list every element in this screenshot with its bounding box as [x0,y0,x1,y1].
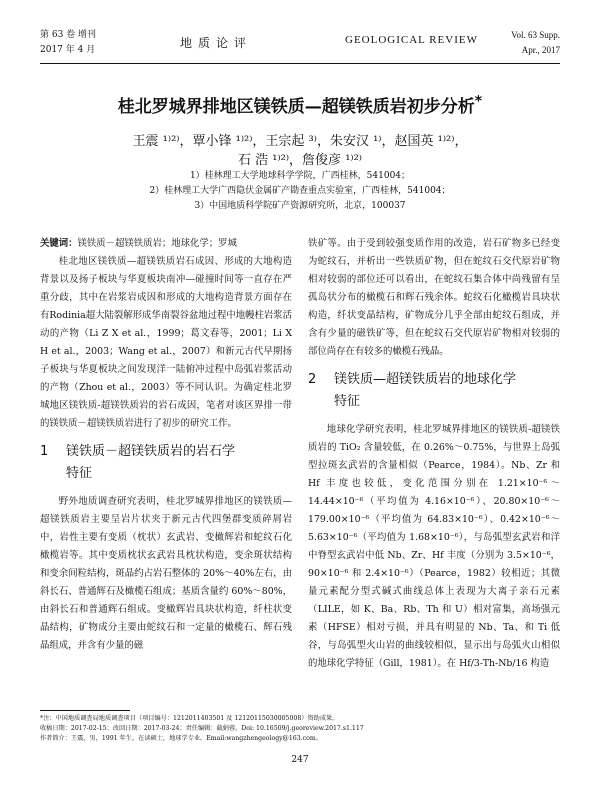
article-title [0,92,600,117]
footnote-rule [40,710,130,711]
volume-en: Vol. 63 Supp. [511,30,560,40]
section-title: 镁铁质－超镁铁质岩的岩石学 [66,444,236,459]
left-column [40,235,292,655]
footnote-dates: 收稿日期：2017-02-15；改回日期：2017-03-24；责任编辑：截娟蓉。Doi: 10.16509/j.georeview.2017.s1.117 [40,725,364,732]
section-title-cont: 特征 [66,466,93,481]
right-column [308,235,560,673]
header-rule [40,63,560,64]
keywords-text: 镁铁质－超镁铁质岩；地球化学；罗城 [77,238,237,249]
title-footnote-mark: * [474,93,483,110]
section-title: 镁铁质—超镁铁质岩的地球化学 [334,372,517,387]
section-2-paragraph: 地球化学研究表明，桂北罗城界排地区的镁铁质-超镁铁质岩的 TiO₂ 含量较低，在 0.26%～0.75%，与世界上岛弧型拉斑玄武岩的含量相似（Pearce，1984）。Nb、Zr 和 Hf 丰度也较低，变化范围分别在 1.21×10⁻⁶～14.44×10⁻⁶（平均值为 4.16×10⁻⁶）、20.80×10⁻⁶～179.00×10⁻⁶（平均值为 64.83×10⁻⁶）、0.42×10⁻⁶～5.63×10⁻⁶（平均值为 1.68×10⁻⁶），与岛弧型玄武岩和洋中脊型玄武岩中低 Nb、Zr、Hf 丰度（分别为 3.5×10⁻⁶，90×10⁻⁶ 和 2.4×10⁻⁶）（Pearce，1982）较相近；其微量元素配分型式碱式曲线总体上表现为大离子亲石元素（LILE，如 K、Ba、Rb、Th 和 U）相对富集，高场强元素（HFSE）相对亏损，并具有明显的 Nb、Ta、和 Ti 低谷，与岛弧型火山岩的曲线较相似，显示出与岛弧火山相似的地球化学特征（Gill，1981）。在 Hf/3-Th-Nb/16 构造 [308,424,560,669]
authors-line-1: 王震 ¹⁾²⁾，覃小锋 ¹⁾²⁾，王宗起 ³⁾，朱安汉 ¹⁾，赵国英 ¹⁾²⁾， [132,134,468,149]
footnote-author: 作者简介：王震，男，1991 年生，在读硕士，地球学专业。Email:wangzhengeology@163.com。 [40,735,322,742]
section-1-heading [40,441,292,485]
continued-paragraph: 铁矿等。由于受到较强变质作用的改造，岩石矿物多已经变为蛇纹石，并析出一些铁质矿物，但在蛇纹石交代原岩矿物相对较弱的部位还可以看出，在蛇纹石集合体中尚残留有呈孤岛状分布的橄榄石和辉石残余体。蛇纹石化橄榄岩具块状构造，纤状变晶结构，矿物成分几乎全部由蛇纹石组成，并含有少量的磁铁矿等，但在蛇纹石交代原岩矿物相对较弱的部位尚存在有较多的橄榄石残晶。 [308,238,560,357]
header-right [511,28,560,58]
intro-paragraph: 桂北地区镁铁质—超镁铁质岩石成因、形成的大地构造背景以及扬子板块与华夏板块南冲—碰撞时间等一直存在严重分歧，其中在岩浆岩成因和形成的大地构造背景方面存在有Rodinia超大陆裂解形成华南裂谷盆地过程中地幔柱岩浆活动的产物（Li Z X et al.，1999；葛文春等，2001；Li X H et al.，2003；Wang et al.，2007）和新元古代早期扬子板块与华夏板块之间发现洋一陆俯冲过程中岛弧岩浆活动的产物（Zhou et al.，2003）等不同认识。为确定桂北罗城地区镁铁质-超镁铁质岩的岩石成因，笔者对该区界排一带的镁铁质－超镁铁质岩进行了初步的研究工作。 [40,256,292,429]
keywords-label: 关键词： [40,238,78,249]
authors-line-2: 石 浩 ¹⁾²⁾，詹俊彦 ¹⁾²⁾ [237,153,362,168]
section-2-heading [308,369,560,413]
journal-name-en: GEOLOGICAL REVIEW [345,34,478,46]
volume-cn: 第 63 卷 增刊 [40,30,97,40]
section-number: 2 [308,372,317,387]
affiliation: 2）桂林理工大学广西隐伏金属矿产勘查重点实验室，广西桂林，541004； [149,186,451,196]
affiliation: 1）桂林理工大学地球科学学院，广西桂林，541004； [189,171,411,181]
header-left [40,28,96,58]
date-cn: 2017 年 4 月 [40,45,96,55]
footnote-funding: *注：中国地质调查局地质调查项目（项目编号：1212011403501 及 12120115030005008）资助成果。 [40,715,339,722]
running-header [40,28,560,62]
section-title-cont: 特征 [334,394,361,409]
journal-name-cn: 地质论评 [180,36,253,50]
section-1-paragraph: 野外地质调查研究表明，桂北罗城界排地区的镁铁质—超镁铁质岩主要呈岩片状夹于新元古代四堡群变质碎屑岩中，岩性主要有变质（枕状）玄武岩、变橄辉岩和蛇纹石化橄榄岩等。其中变质枕状玄武岩具枕状构造，变余斑状结构和变余间粒结构，斑晶约占岩石整体的 20%～40%左右，由斜长石、普通辉石及橄榄石组成；基质含量约 60%～80%，由斜长石和普通辉石组成。变橄辉岩具块状构造，纤柱状变晶结构，矿物成分主要由蛇纹石和一定量的橄榄石、辉石残晶组成，并含有少量的磁 [40,496,292,651]
section-number: 1 [40,444,49,459]
keywords [40,235,292,253]
page-number: 247 [291,755,309,765]
title-text: 桂北罗城界排地区镁铁质—超镁铁质岩初步分析 [117,97,475,117]
affiliation: 3）中国地质科学院矿产资源研究所，北京，100037 [194,201,406,211]
footnotes [40,714,560,744]
date-en: Apr., 2017 [521,45,560,55]
